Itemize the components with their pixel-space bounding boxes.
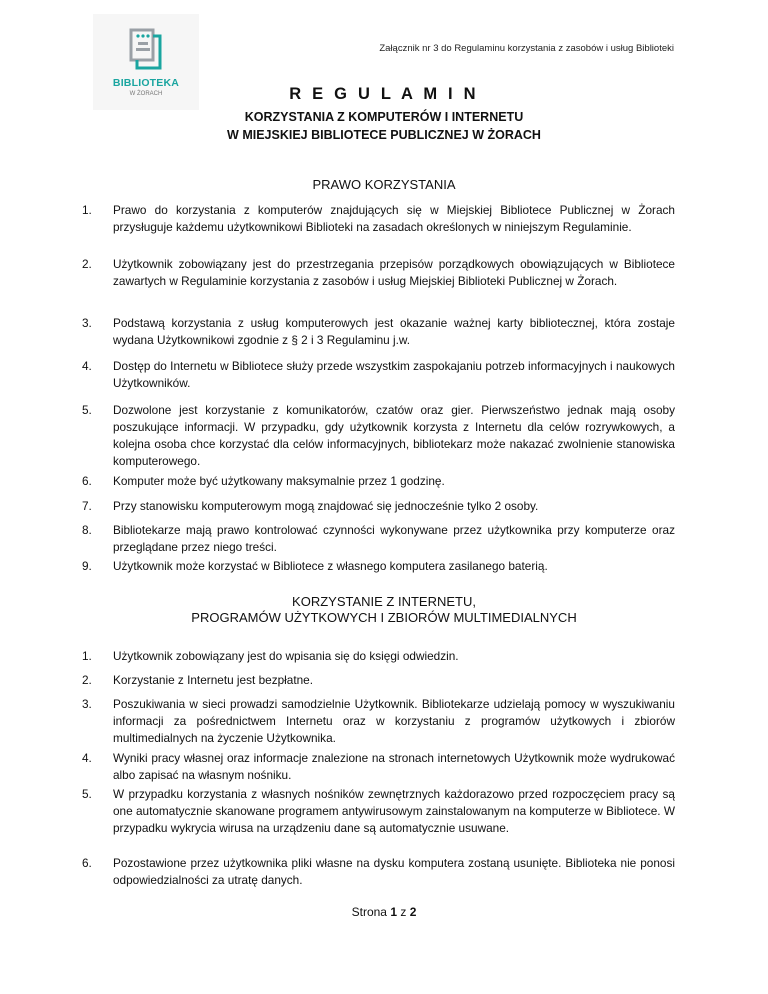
item-text: Bibliotekarze mają prawo kontrolować czynności wykonywane przez użytkownika przy komputerze oraz przeglądane przez niego treści. [113,523,675,554]
item-number: 4. [82,751,92,765]
item-text: W przypadku korzystania z własnych nośników zewnętrznych każdorazowo przed rozpoczęciem pracy są one automatycznie skanowane programem antywirusowym zainstalowanym na komputerze w Bibliotece. W przypadku wykrycia wirusa na urządzeniu dane są automatycznie usuwane. [113,787,675,835]
list-item [82,498,675,515]
page-label: Strona [351,905,387,919]
list-item [82,256,675,290]
subtitle-line-1: KORZYSTANIA Z KOMPUTERÓW I INTERNETU [244,110,524,124]
item-text: Pozostawione przez użytkownika pliki własne na dysku komputera zostaną usunięte. Biblioteka nie ponosi odpowiedzialności za utratę danych. [113,856,675,887]
section-heading-internet-2: PROGRAMÓW UŻYTKOWYCH I ZBIORÓW MULTIMEDIALNYCH [191,610,577,625]
page-title: R E G U L A M I N [289,85,479,103]
item-number: 1. [82,649,92,663]
list-item [82,522,675,556]
list-item [82,473,675,490]
item-number: 5. [82,787,92,801]
item-text: Podstawą korzystania z usług komputerowych jest okazanie ważnej karty bibliotecznej, która zostaje wydana Użytkownikowi zgodnie z § 2 i 3 Regulaminu j.w. [113,316,675,347]
item-text: Użytkownik może korzystać w Bibliotece z własnego komputera zasilanego baterią. [113,559,548,573]
item-number: 3. [82,316,92,330]
section-heading-rights: PRAWO KORZYSTANIA [312,177,456,192]
list-item [82,855,675,889]
item-number: 6. [82,474,92,488]
page-current: 1 [390,905,397,919]
list-item [82,696,675,747]
list-item [82,315,675,349]
item-number: 7. [82,499,92,513]
item-text: Przy stanowisku komputerowym mogą znajdować się jednocześnie tylko 2 osoby. [113,499,539,513]
list-item [82,786,675,837]
item-text: Dostęp do Internetu w Bibliotece służy przede wszystkim zaspokajaniu potrzeb informacyjnych i naukowych Użytkowników. [113,359,675,390]
item-text: Korzystanie z Internetu jest bezpłatne. [113,673,314,687]
item-text: Komputer może być użytkowany maksymalnie przez 1 godzinę. [113,474,445,488]
item-text: Użytkownik zobowiązany jest do przestrzegania przepisów porządkowych obowiązujących w Bibliotece zawartych w Regulaminie korzystania z zasobów i usług Miejskiej Biblioteki Publicznej w Żorach. [113,257,675,288]
list-item [82,750,675,784]
list-item [82,648,675,665]
item-number: 5. [82,403,92,417]
list-item [82,558,675,575]
item-text: Wyniki pracy własnej oraz informacje znalezione na stronach internetowych Użytkownik może wydrukować albo zapisać na własnym nośniku. [113,751,675,782]
item-number: 2. [82,673,92,687]
book-icon [129,28,163,72]
item-number: 9. [82,559,92,573]
list-item [82,402,675,470]
subtitle-line-2: W MIEJSKIEJ BIBLIOTECE PUBLICZNEJ W ŻORACH [227,128,541,142]
page-total: 2 [409,905,417,919]
item-number: 4. [82,359,92,373]
item-text: Poszukiwania w sieci prowadzi samodzielnie Użytkownik. Bibliotekarze udzielają pomocy w wyszukiwaniu informacji za pośrednictwem Internetu oraz w korzystaniu z programów użytkowych i zbiorów multimedialnych na życzenie Użytkownika. [113,697,675,745]
logo-subtitle: W ŻORACH [129,91,163,97]
list-item [82,202,675,236]
item-text: Prawo do korzystania z komputerów znajdujących się w Miejskiej Bibliotece Publicznej w Żorach przysługuje każdemu użytkownikowi Biblioteki na zasadach określonych w niniejszym Regulaminie. [113,203,675,234]
logo-name: BIBLIOTEKA [112,77,180,89]
list-item [82,672,675,689]
list-item [82,358,675,392]
item-text: Dozwolone jest korzystanie z komunikatorów, czatów oraz gier. Pierwszeństwo jednak mają osoby poszukujące informacji. W przypadku, gdy użytkownik korzysta z Internetu dla celów rozrywkowych, a kolejna osoba chce korzystać dla celów informacyjnych, bibliotekarz może nakazać zwolnienie stanowiska komputerowego. [113,403,675,468]
item-number: 3. [82,697,92,711]
item-number: 6. [82,856,92,870]
header-note: Załącznik nr 3 do Regulaminu korzystania z zasobów i usług Biblioteki [379,43,674,54]
item-number: 8. [82,523,92,537]
section-heading-internet-1: KORZYSTANIE Z INTERNETU, [292,594,476,609]
item-text: Użytkownik zobowiązany jest do wpisania się do księgi odwiedzin. [113,649,459,663]
item-number: 2. [82,257,92,271]
item-number: 1. [82,203,92,217]
page-separator: z [400,905,407,919]
page-number [0,905,768,919]
